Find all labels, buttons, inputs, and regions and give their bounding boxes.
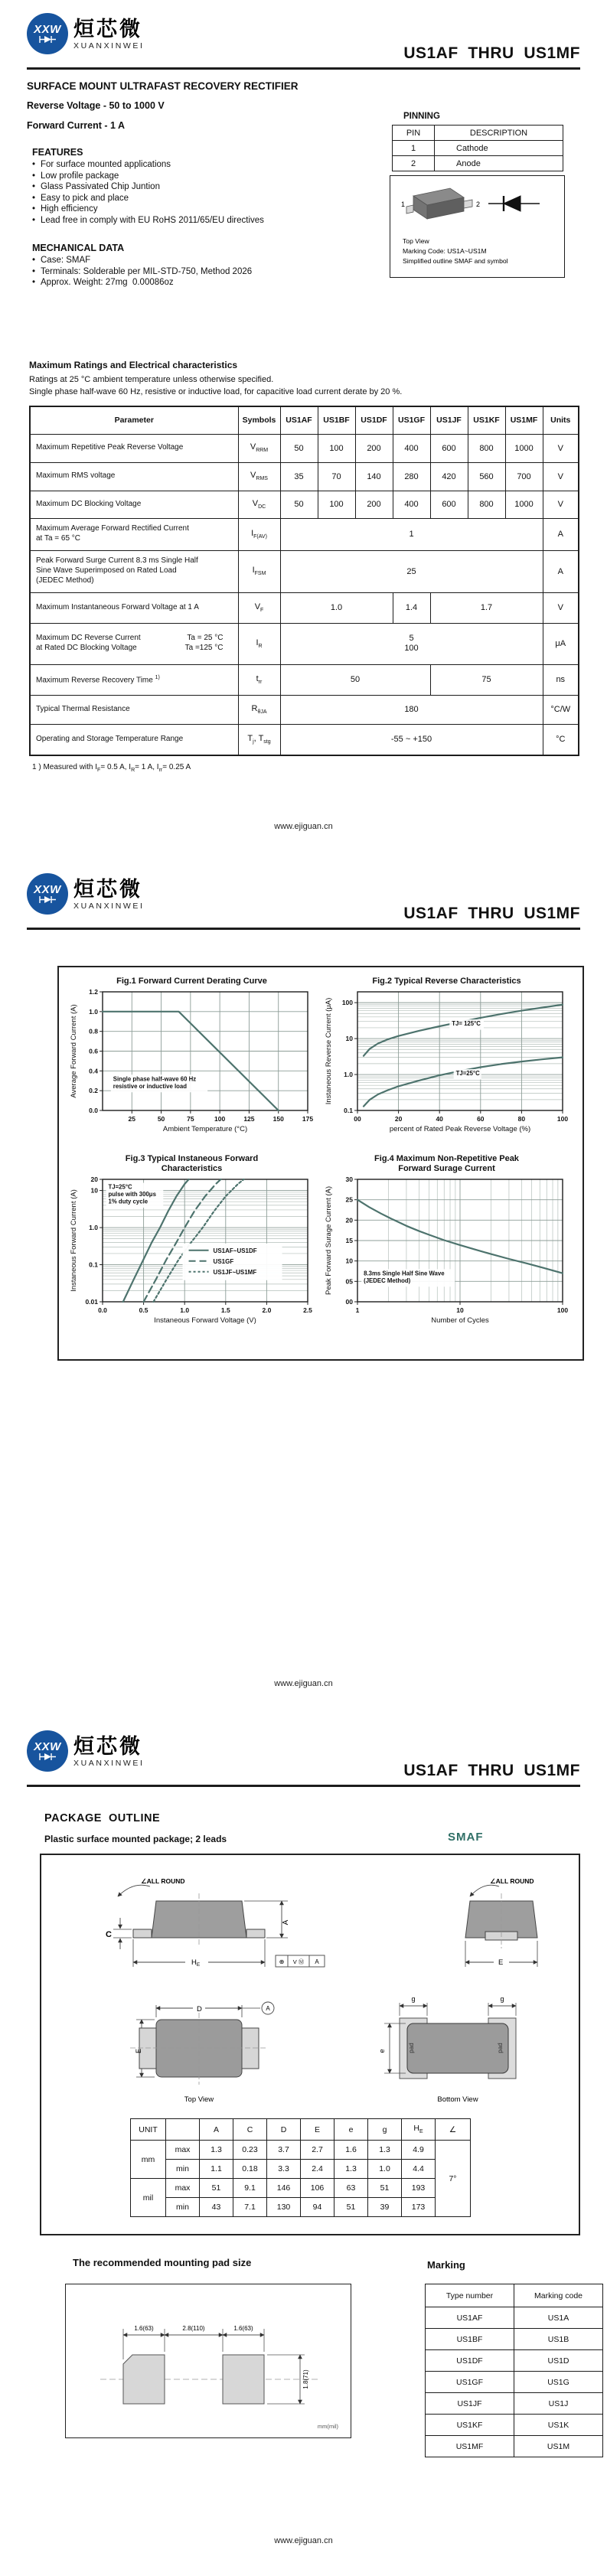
svg-text:(JEDEC Method): (JEDEC Method) [364, 1277, 411, 1284]
col-header-us1df: US1DF [355, 406, 393, 434]
pad-dim-left: 1.6(63) [134, 2325, 154, 2332]
dim-e-label: E [498, 1958, 504, 1967]
mech-text: Case: SMAF [41, 256, 91, 265]
svg-text:Instaneous Forward Current (A): Instaneous Forward Current (A) [70, 1189, 78, 1292]
brand-logo-icon [27, 13, 68, 54]
marking-code-header: Marking code [514, 2284, 603, 2307]
all-round-label: ∠ALL ROUND [141, 1877, 185, 1885]
dim-d-label: D [197, 2005, 202, 2014]
package-subtitle: Plastic surface mounted package; 2 leads [44, 1834, 227, 1844]
svg-text:75: 75 [187, 1115, 194, 1123]
feature-text: High efficiency [41, 204, 98, 214]
forward-current-subhead: Forward Current - 1 A [27, 120, 126, 131]
ratings-header-row [30, 406, 579, 434]
doc-title: US1AF THRU US1MF [403, 905, 580, 922]
svg-text:0.4: 0.4 [89, 1067, 98, 1075]
marking-row: US1GF US1G [426, 2372, 603, 2393]
svg-text:25: 25 [345, 1195, 353, 1204]
reverse-voltage-subhead: Reverse Voltage - 50 to 1000 V [27, 100, 165, 111]
logo-diode-icon [38, 895, 57, 904]
smaf-3d-package [406, 188, 472, 219]
dim-c-label: C [106, 1930, 112, 1939]
dim-header-row: UNIT A C D E e g $H_E$ ∠ [131, 2119, 471, 2141]
svg-text:Ambient Temperature (°C): Ambient Temperature (°C) [162, 1125, 248, 1133]
svg-text:25: 25 [128, 1115, 136, 1123]
svg-text:10: 10 [456, 1306, 464, 1314]
package-drawing [41, 1855, 579, 2119]
page3-header [27, 1729, 580, 1787]
brand-logo-text [73, 18, 145, 51]
feature-item: • For surface mounted applications [32, 160, 171, 169]
svg-text:8.3ms Single Half Sine Wave: 8.3ms Single Half Sine Wave [364, 1270, 445, 1277]
dim-row-mil-min: min 43 7.1 130 94 51 39 173 [131, 2198, 471, 2217]
pad-shapes [100, 2329, 318, 2404]
svg-text:pulse with 300μs: pulse with 300μs [108, 1191, 156, 1198]
svg-text:Instaneous Forward Voltage (V): Instaneous Forward Voltage (V) [154, 1316, 256, 1325]
row-ifav: Maximum Average Forward Rectified Current at Ta = 65 °C $I_{F(AV)}$ 1 A [30, 518, 579, 550]
svg-text:1.0: 1.0 [89, 1007, 98, 1016]
col-header-parameter: Parameter [30, 406, 238, 434]
fig3-title: Fig.3 Typical Instaneous Forward [125, 1154, 259, 1163]
svg-text:0.01: 0.01 [85, 1298, 98, 1306]
website-url: www.ejiguan.cn [274, 1679, 333, 1688]
ratings-title: Maximum Ratings and Electrical characteristics [29, 360, 238, 370]
brand-logo-text [73, 878, 145, 911]
col-header-us1gf: US1GF [393, 406, 430, 434]
fig1-chart [67, 977, 316, 1140]
feature-text: For surface mounted applications [41, 160, 171, 169]
svg-text:1.5: 1.5 [220, 1306, 230, 1314]
dim-a-label: A [282, 1919, 290, 1925]
svg-text:100: 100 [214, 1115, 226, 1123]
feature-text: Lead free in comply with EU RoHS 2011/65/EU directives [41, 215, 264, 225]
svg-text:05: 05 [345, 1277, 353, 1286]
mounting-pad-title: The recommended mounting pad size [73, 2257, 252, 2268]
fig2-plot [322, 986, 571, 1136]
brand-logo [27, 873, 145, 915]
page1-header [27, 11, 580, 70]
svg-text:1.0: 1.0 [344, 1071, 353, 1079]
feature-item: • Low profile package [32, 171, 119, 181]
bottom-view-label: Bottom View [437, 2095, 478, 2104]
description-col-header: DESCRIPTION [435, 126, 563, 141]
pad-dim-right: 1.6(63) [233, 2325, 253, 2332]
fig2-chart [322, 977, 571, 1140]
row-vf: Maximum Instantaneous Forward Voltage at 1 A $V_F$ 1.0 1.4 1.7 V [30, 592, 579, 623]
svg-text:resistive or inductive load: resistive or inductive load [113, 1082, 187, 1090]
logo-monogram: XXW [34, 23, 61, 36]
logo-diode-icon [38, 1753, 57, 1761]
pinning-row [393, 156, 563, 171]
brand-name-en: XUANXINWEI [73, 41, 145, 51]
marking-row: US1MF US1M [426, 2436, 603, 2457]
row-vrrm: Maximum Repetitive Peak Reverse Voltage $V_{RRM}$ 50 100 200 400 600 800 1000 V [30, 434, 579, 462]
mech-item: • Case: SMAF [32, 256, 91, 265]
dim-he-label: $H_E$ [191, 1958, 201, 1968]
svg-text:00: 00 [345, 1298, 353, 1306]
datum-a-label: A [266, 2005, 270, 2012]
svg-text:100: 100 [556, 1115, 569, 1123]
dim-e-label: E [135, 2048, 142, 2054]
type-number-header: Type number [426, 2284, 514, 2307]
svg-text:Number of Cycles: Number of Cycles [431, 1316, 489, 1325]
marking-row: US1AF US1A [426, 2307, 603, 2329]
pad-label: pad [497, 2043, 504, 2053]
brand-name-en: XUANXINWEI [73, 901, 145, 911]
features-list [32, 159, 264, 227]
all-round-label: ∠ALL ROUND [490, 1877, 534, 1885]
pin-number: 1 [393, 141, 435, 156]
svg-text:40: 40 [436, 1115, 443, 1123]
svg-text:175: 175 [302, 1115, 314, 1123]
svg-text:0.6: 0.6 [89, 1047, 98, 1055]
row-trr: Maximum Reverse Recovery Time $^{1)}$ $t_{rr}$ 50 75 ns [30, 664, 579, 695]
svg-text:20: 20 [90, 1176, 98, 1183]
svg-text:1.0: 1.0 [180, 1306, 190, 1314]
svg-text:125: 125 [243, 1115, 255, 1123]
svg-text:20: 20 [345, 1216, 353, 1224]
fig1-title: Fig.1 Forward Current Derating Curve [116, 977, 267, 986]
svg-text:0.0: 0.0 [89, 1107, 98, 1114]
marking-title: Marking [427, 2259, 465, 2271]
end-view [465, 1885, 537, 1967]
row-vrms: Maximum RMS voltage $V_{RMS}$ 35 70 140 280 420 560 700 V [30, 462, 579, 491]
dim-g-label: g [411, 1995, 416, 2003]
svg-text:1.0: 1.0 [89, 1224, 98, 1232]
feature-text: Low profile package [41, 171, 119, 181]
feature-item: • Easy to pick and place [32, 193, 129, 203]
website-url: www.ejiguan.cn [274, 2536, 333, 2545]
svg-text:0.1: 0.1 [89, 1260, 98, 1269]
mech-text: Terminals: Solderable per MIL-STD-750, Method 2026 [41, 266, 253, 276]
svg-text:2.5: 2.5 [303, 1306, 312, 1314]
tol-datum: A [315, 1958, 319, 1965]
svg-text:percent of Rated Peak Reverse: percent of Rated Peak Reverse Voltage (%) [389, 1125, 531, 1133]
pad-unit-note: mm(mil) [317, 2423, 338, 2430]
svg-text:2.0: 2.0 [262, 1306, 272, 1314]
product-headline: SURFACE MOUNT ULTRAFAST RECOVERY RECTIFIER [27, 80, 299, 92]
brand-name-cn: 烜芯微 [73, 1734, 142, 1758]
row-vdc: Maximum DC Blocking Voltage $V_{DC}$ 50 100 200 400 600 800 1000 V [30, 491, 579, 518]
pin-description: Cathode [435, 141, 563, 156]
tolerance-frame [276, 1955, 325, 1967]
pin1-label: 1 [401, 201, 406, 208]
dim-row-mil-max: mil max 51 9.1 146 106 63 51 193 [131, 2179, 471, 2198]
svg-text:150: 150 [272, 1115, 284, 1123]
logo-monogram: XXW [34, 883, 61, 896]
svg-text:TJ= 125°C: TJ= 125°C [452, 1020, 481, 1028]
svg-text:US1GF: US1GF [213, 1257, 234, 1265]
row-tstg: Operating and Storage Temperature Range $T_j$, $T_{stg}$ -55 ~ +150 °C [30, 724, 579, 755]
svg-text:0.5: 0.5 [139, 1306, 148, 1314]
pin-col-header: PIN [393, 126, 435, 141]
marking-row: US1DF US1D [426, 2350, 603, 2372]
pinning-row [393, 141, 563, 156]
row-ifsm: Peak Forward Surge Current 8.3 ms Single Half Sine Wave Superimposed on Rated Load (JEDEC Method) $I_{FSM}$ 25 A [30, 550, 579, 592]
dim-e-lowercase-label: e [378, 2049, 386, 2053]
feature-item: • Lead free in comply with EU RoHS 2011/65/EU directives [32, 215, 264, 225]
feature-text: Glass Passivated Chip Juntion [41, 182, 160, 192]
top-view-label: Top View [184, 2095, 214, 2104]
svg-text:60: 60 [477, 1115, 485, 1123]
col-header-us1mf: US1MF [505, 406, 543, 434]
svg-text:100: 100 [341, 999, 353, 1007]
brand-logo [27, 13, 145, 54]
diode-symbol-icon [488, 196, 540, 211]
fig4-chart [322, 1154, 571, 1331]
svg-text:00: 00 [354, 1115, 361, 1123]
features-title: FEATURES [32, 147, 83, 158]
side-view [113, 1885, 288, 1967]
pin-number: 2 [393, 156, 435, 171]
svg-text:50: 50 [157, 1115, 165, 1123]
mech-text: Approx. Weight: 27mg 0.00086oz [41, 278, 174, 288]
page2-header [27, 872, 580, 930]
row-rthja: Typical Thermal Resistance $R_{\theta JA}$ 180 °C/W [30, 695, 579, 724]
ratings-note-2: Single phase half-wave 60 Hz, resistive or inductive load, for capacitive load current derate by 20 %. [29, 387, 403, 396]
svg-text:10: 10 [345, 1257, 353, 1265]
svg-text:1.2: 1.2 [89, 988, 98, 996]
mech-item: • Terminals: Solderable per MIL-STD-750, Method 2026 [32, 266, 253, 276]
pinning-title: PINNING [403, 112, 440, 121]
col-header-us1af: US1AF [280, 406, 318, 434]
pinning-table [392, 125, 563, 171]
mechanical-data-title: MECHANICAL DATA [32, 243, 125, 253]
marking-table [425, 2284, 603, 2457]
package-caption: Top View [403, 237, 429, 245]
brand-logo-text [73, 1735, 145, 1768]
dim-g-label: g [500, 1995, 504, 2003]
svg-text:Peak Forward Surage Current (A: Peak Forward Surage Current (A) [325, 1185, 333, 1296]
package-name: SMAF [448, 1831, 484, 1844]
tol-position-icon: ⊕ [279, 1958, 285, 1965]
svg-text:10: 10 [90, 1186, 98, 1195]
fig4-title-line2: Forward Surage Current [398, 1164, 495, 1173]
dim-row-mm-min: min 1.1 0.18 3.3 2.4 1.3 1.0 4.4 [131, 2160, 471, 2179]
svg-text:0.1: 0.1 [344, 1107, 353, 1114]
feature-item: • Glass Passivated Chip Juntion [32, 182, 160, 192]
package-outline-title: PACKAGE OUTLINE [44, 1812, 161, 1824]
fig4-plot [322, 1174, 571, 1327]
fig2-title: Fig.2 Typical Reverse Characteristics [372, 977, 521, 986]
logo-monogram: XXW [34, 1740, 61, 1753]
svg-text:Single phase half-wave 60 Hz: Single phase half-wave 60 Hz [113, 1075, 197, 1083]
mechanical-data-list [32, 255, 252, 289]
pad-dim-height: 1.8(71) [302, 2369, 309, 2389]
logo-diode-icon [38, 35, 57, 44]
brand-logo [27, 1730, 145, 1772]
svg-text:TJ=25°C: TJ=25°C [455, 1070, 480, 1078]
col-header-us1bf: US1BF [318, 406, 355, 434]
pin2-label: 2 [476, 201, 481, 208]
ratings-note-1: Ratings at 25 °C ambient temperature unless otherwise specified. [29, 375, 274, 384]
svg-text:1% duty cycle: 1% duty cycle [108, 1198, 148, 1205]
svg-text:0.0: 0.0 [98, 1306, 107, 1314]
package-caption: Simplified outline SMAF and symbol [403, 257, 508, 265]
top-view [130, 2002, 274, 2085]
svg-text:Average Forward Current (A): Average Forward Current (A) [70, 1004, 78, 1098]
marking-row: US1JF US1J [426, 2393, 603, 2415]
feature-text: Easy to pick and place [41, 193, 129, 203]
marking-row: US1KF US1K [426, 2415, 603, 2436]
fig1-plot [67, 986, 316, 1136]
pad-label: pad [408, 2043, 415, 2053]
svg-text:US1JF~US1MF: US1JF~US1MF [213, 1268, 257, 1276]
unit-header: UNIT [131, 2119, 166, 2141]
brand-name-en: XUANXINWEI [73, 1758, 145, 1768]
brand-logo-icon [27, 1730, 68, 1772]
svg-text:15: 15 [345, 1237, 353, 1244]
package-marking-code: Marking Code: US1A~US1M [403, 247, 487, 255]
svg-text:US1AF~US1DF: US1AF~US1DF [213, 1247, 257, 1254]
mech-item: • Approx. Weight: 27mg 0.00086oz [32, 278, 174, 288]
svg-text:1: 1 [355, 1306, 360, 1314]
svg-text:0.8: 0.8 [89, 1027, 98, 1035]
footnote: 1 ) Measured with $I_F= 0.5$ A, $I_R= 1$ A, $I_{rr}= 0.25$ A [32, 763, 191, 773]
col-header-units: Units [543, 406, 579, 434]
svg-text:Instaneous Reverse Current (μA: Instaneous Reverse Current (μA) [325, 997, 333, 1105]
svg-text:10: 10 [345, 1035, 353, 1043]
svg-text:20: 20 [394, 1115, 403, 1123]
col-header-us1kf: US1KF [468, 406, 505, 434]
feature-item: • High efficiency [32, 204, 98, 214]
doc-title: US1AF THRU US1MF [403, 44, 580, 62]
package-symbol-box [390, 175, 565, 278]
pad-dim-mid: 2.8(110) [182, 2325, 205, 2332]
fig4-title: Fig.4 Maximum Non-Repetitive Peak [374, 1154, 519, 1163]
col-header-symbols: Symbols [238, 406, 280, 434]
ratings-table [29, 406, 579, 756]
svg-text:0.2: 0.2 [89, 1087, 98, 1095]
doc-title: US1AF THRU US1MF [403, 1762, 580, 1779]
tol-value: V Ⓜ [292, 1958, 305, 1965]
brand-name-cn: 烜芯微 [73, 877, 142, 901]
fig3-title-line2: Characteristics [161, 1164, 223, 1173]
package-symbol-drawing [390, 176, 563, 274]
svg-text:80: 80 [517, 1115, 526, 1123]
row-ir: Maximum DC Reverse Current Ta = 25 °C at Rated DC Blocking Voltage Ta =125 °C $I_R$ 5 100 μA [30, 623, 579, 664]
dimensions-table [130, 2118, 471, 2217]
pin-description: Anode [435, 156, 563, 171]
dim-row-mm-max: mm max 1.3 0.23 3.7 2.7 1.6 1.3 4.9 7° [131, 2141, 471, 2160]
pinning-header-row [393, 126, 563, 141]
marking-header-row [426, 2284, 603, 2307]
marking-row: US1BF US1B [426, 2329, 603, 2350]
fig3-plot [67, 1174, 316, 1327]
website-url: www.ejiguan.cn [274, 822, 333, 831]
svg-text:30: 30 [345, 1176, 353, 1183]
brand-name-cn: 烜芯微 [73, 17, 142, 41]
svg-text:100: 100 [556, 1306, 569, 1314]
angle-value: 7° [436, 2141, 471, 2217]
bottom-view [384, 2003, 516, 2079]
svg-text:TJ=25°C: TJ=25°C [108, 1183, 132, 1191]
mounting-pad-drawing [66, 2284, 348, 2435]
brand-logo-icon [27, 873, 68, 915]
fig3-chart [67, 1154, 316, 1331]
col-header-us1jf: US1JF [430, 406, 468, 434]
mounting-pad-box [65, 2284, 351, 2438]
